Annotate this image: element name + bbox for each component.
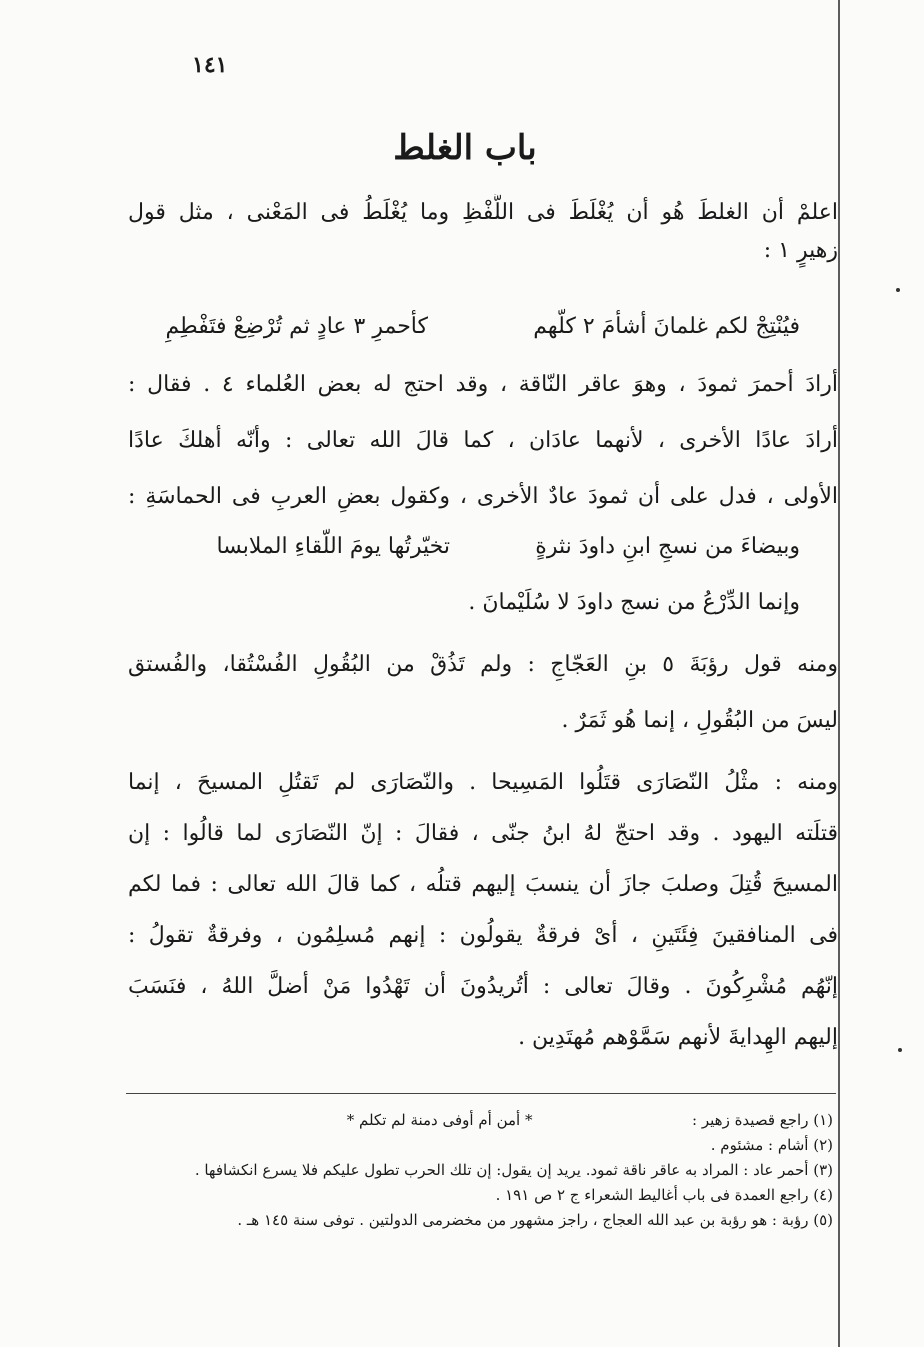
paragraph-explanation: [128, 366, 838, 516]
text-line: الأولى ، فدل على أن ثمودَ عادٌ الأخرى ، وكقول بعضِ العربِ فى الحماسَةِ :: [128, 484, 838, 509]
footnote-verse-ref: * أمن أم أوفى دمنة لم تكلم *: [346, 1111, 533, 1129]
text-line: ومنه قول رؤبَةَ ٥ بنِ العَجّاجِ : ولم تَذُقْ من البُقُولِ الفُسْتُقا، والفُستق: [128, 652, 838, 677]
footnote-2: (٢) أشام : مشئوم .: [710, 1136, 833, 1154]
footnote-1: [128, 1108, 833, 1133]
text-line: زهيرٍ ١ :: [763, 238, 838, 263]
footnotes: [128, 1108, 833, 1233]
text-line: اعلمْ أن الغلطَ هُو أن يُغْلَطَ فى اللَّفْظِ وما يُغْلَطُ فى المَعْنى ، مثل قول: [128, 200, 838, 225]
paragraph-intro: [128, 194, 838, 270]
text-line: قتلَته اليهود . وقد احتجّ لهُ ابنُ جنّى ، فقالَ : إنّ النّصَارَى لما قالُوا : إن: [128, 821, 838, 846]
text-line: إليهم الهِدايةَ لأنهم سَمَّوْهم مُهتَدِين .: [518, 1025, 838, 1050]
footnote-text: (١) راجع قصيدة زهير :: [692, 1111, 833, 1129]
scan-speck: [898, 1048, 902, 1052]
text-line: ومنه : مثْلُ النّصَارَى قتَلُوا المَسِيحا . والنّصَارَى لم تَقتُلِ المسيحَ ، إنما: [128, 770, 838, 795]
text-line: أرادَ عادًا الأخرى ، لأنهما عادَان ، كما قالَ الله تعالى : وأنّه أهلكَ عادًا: [128, 428, 838, 453]
verse-continuation: وإنما الدِّرْعُ من نسج داودَ لا سُلَيْمانَ .: [468, 590, 800, 615]
verse-hemistich-second: كأحمرِ ٣ عادٍ ثم تُرْضِعْ فتَفْطِمِ: [165, 314, 428, 339]
book-spine-edge: [838, 0, 840, 1347]
paragraph-christians: [128, 764, 838, 1057]
footnote-5: (٥) رؤبة : هو رؤبة بن عبد الله العجاج ، راجز مشهور من مخضرمى الدولتين . توفى سنة ١٤٥ هـ .: [237, 1211, 833, 1229]
verse-hemistich-second: تخيّرتُها يومَ اللّقاءِ الملابسا: [216, 534, 450, 559]
text-line: المسيحَ قُتِلَ وصلبَ جازَ أن ينسبَ إليهم قتلُه ، كما قالَ الله تعالى : فما لكم: [128, 872, 838, 897]
chapter-title: باب الغلط: [393, 128, 537, 168]
verse-hemistich-first: فيُنْتِجْ لكم غلمانَ أشأمَ ٢ كلّهم: [533, 314, 800, 339]
scan-speck: [896, 288, 900, 292]
verse-hemistich-first: وبيضاءَ من نسجِ ابنِ داودَ نثرةٍ: [535, 534, 800, 559]
paragraph-rubah: [128, 646, 838, 740]
page-number: ١٤١: [192, 52, 228, 78]
text-line: فى المنافقينَ فِئَتَينِ ، أىْ فرقةٌ يقولُون : إنهم مُسلِمُون ، وفرقةٌ تقولُ :: [128, 923, 838, 948]
text-line: إنّهُم مُشْرِكُونَ . وقالَ تعالى : أتُريدُونَ أن تَهْدُوا مَنْ أضلَّ اللهُ ، فنَسَبَ: [128, 974, 838, 999]
text-line: أرادَ أحمرَ ثمودَ ، وهوَ عاقر النّاقة ، وقد احتج له بعض العُلماء ٤ . فقال :: [128, 372, 838, 397]
footnote-separator: [126, 1093, 836, 1094]
footnote-4: (٤) راجع العمدة فى باب أغاليط الشعراء ج ٢ ص ١٩١ .: [495, 1186, 833, 1204]
footnote-3: (٣) أحمر عاد : المراد به عاقر ناقة ثمود. يريد إن يقول: إن تلك الحرب تطول عليكم فلا يسرع انكشافها .: [194, 1161, 833, 1179]
text-line: ليسَ من البُقُولِ ، إنما هُو ثَمَرٌ .: [561, 708, 838, 733]
